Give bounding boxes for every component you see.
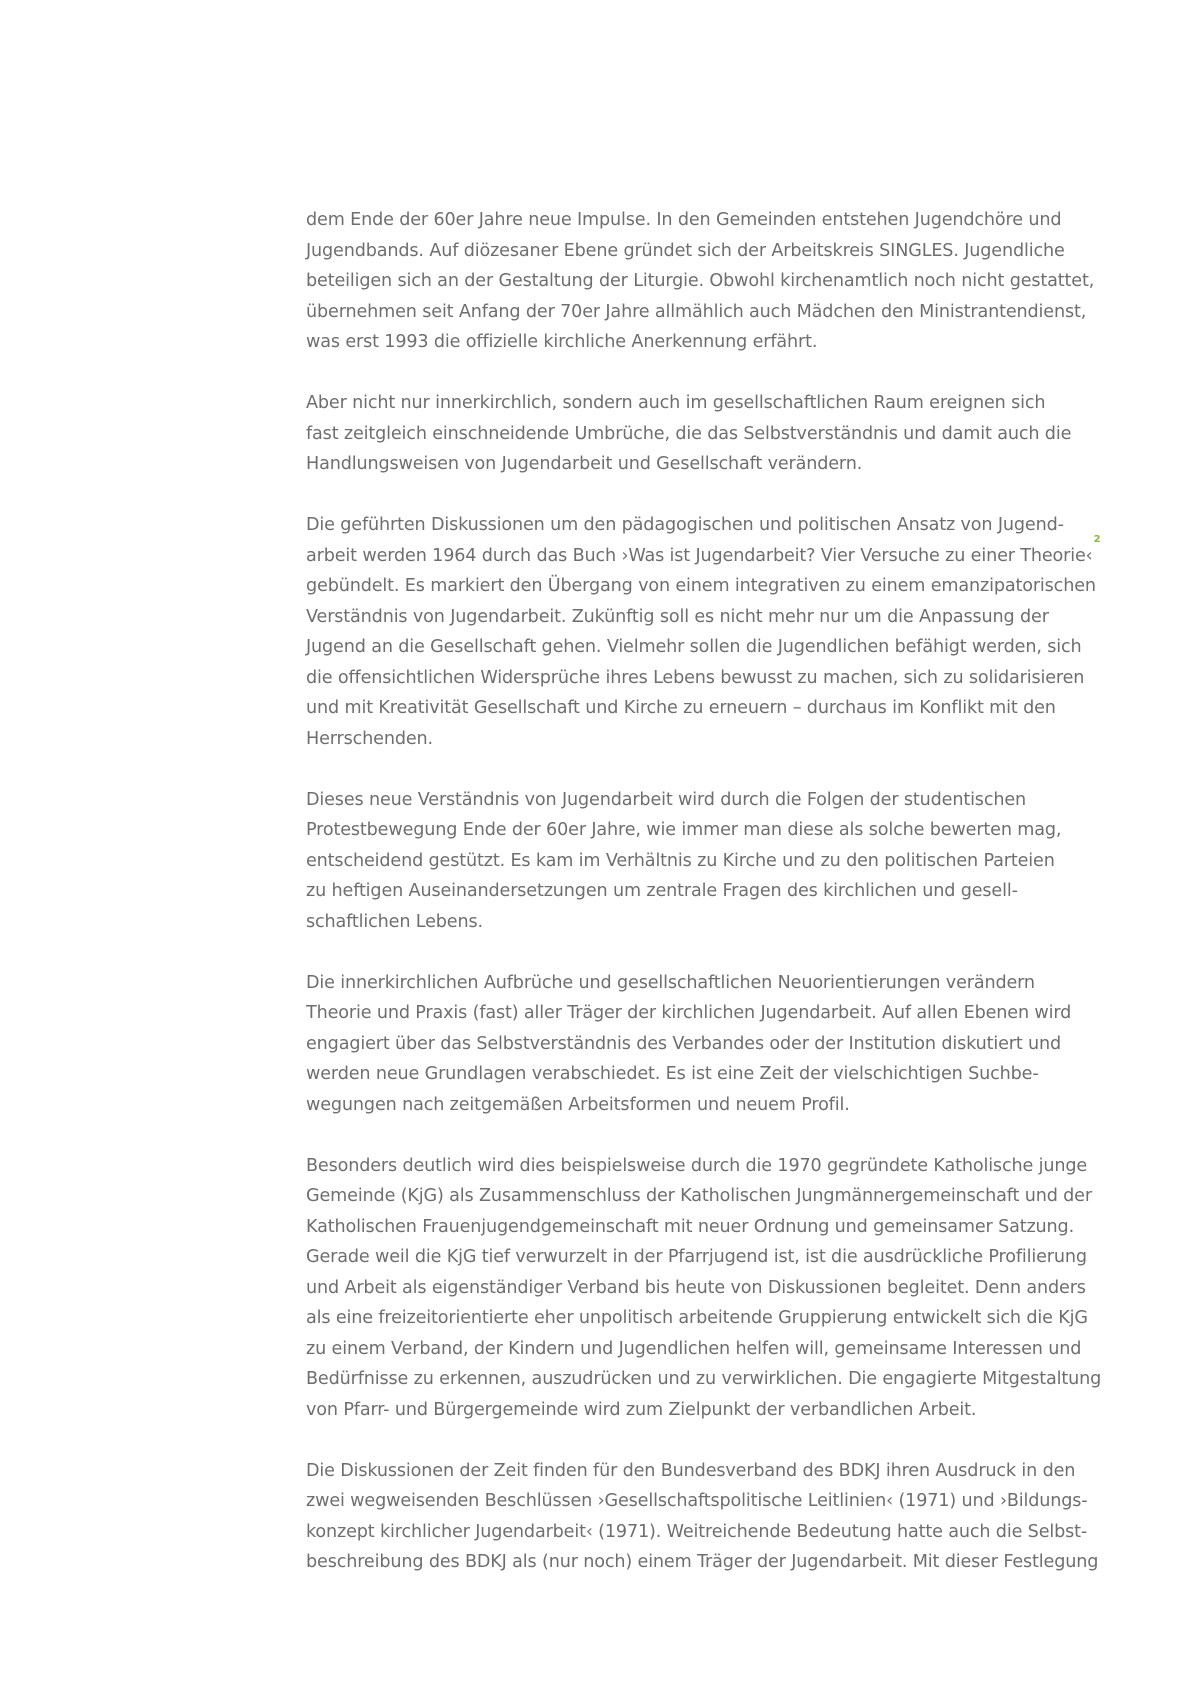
line-text: beschreibung des BDKJ als (nur noch) einem Träger der Jugendarbeit. Mit dieser Festlegung [306, 1552, 1099, 1572]
line-text: Handlungsweisen von Jugendarbeit und Gesellschaft verändern. [306, 454, 863, 474]
text-line [306, 1029, 1126, 1060]
line-text: zu einem Verband, der Kindern und Jugendlichen helfen will, gemeinsame Interessen und [306, 1338, 1082, 1359]
body-paragraph [306, 205, 1126, 358]
line-text: Besonders deutlich wird dies beispielsweise durch die 1970 gegründete Katholische junge [306, 1155, 1088, 1176]
text-line [306, 1486, 1126, 1517]
text-line [306, 724, 1126, 755]
line-text: arbeit werden 1964 durch das Buch ›Was ist Jugendarbeit? Vier Versuche zu einer Theorie‹ [306, 545, 1093, 566]
text-line [306, 236, 1126, 267]
line-text: als eine freizeitorientierte eher unpolitisch arbeitende Gruppierung entwickelt sich die KjG [306, 1308, 1088, 1328]
text-line [306, 846, 1126, 877]
text-line [306, 785, 1126, 816]
line-text: beteiligen sich an der Gestaltung der Liturgie. Obwohl kirchenamtlich noch nicht gestattet, [306, 271, 1095, 291]
line-text: Katholischen Frauenjugendgemeinschaft mit neuer Ordnung und gemeinsamer Satzung. [306, 1216, 1075, 1237]
line-text: Jugend an die Gesellschaft gehen. Vielmehr sollen die Jugendlichen befähigt werden, sich [306, 637, 1082, 657]
line-text: Aber nicht nur innerkirchlich, sondern auch im gesellschaftlichen Raum ereignen sich [306, 393, 1046, 413]
line-text: Die innerkirchlichen Aufbrüche und gesellschaftlichen Neuorientierungen verändern [306, 972, 1035, 993]
line-text: und Arbeit als eigenständiger Verband bis heute von Diskussionen begleitet. Denn anders [306, 1277, 1086, 1298]
text-line [306, 571, 1126, 602]
text-line [306, 205, 1126, 236]
line-text: Herrschenden. [306, 728, 433, 749]
text-line [306, 907, 1126, 938]
line-text: und mit Kreativität Gesellschaft und Kirche zu erneuern – durchaus im Konflikt mit den [306, 698, 1056, 718]
text-line [306, 297, 1126, 328]
text-line [306, 510, 1126, 541]
line-text: Gemeinde (KjG) als Zusammenschluss der Katholischen Jungmännergemeinschaft und der [306, 1186, 1092, 1206]
text-line [306, 1242, 1126, 1273]
text-line [306, 876, 1126, 907]
text-line [306, 663, 1126, 694]
line-text: die offensichtlichen Widersprüche ihres Lebens bewusst zu machen, sich zu solidarisieren [306, 667, 1085, 688]
text-line [306, 1181, 1126, 1212]
line-text: Verständnis von Jugendarbeit. Zukünftig soll es nicht mehr nur um die Anpassung der [306, 606, 1049, 627]
line-text: Jugendbands. Auf diözesaner Ebene gründet sich der Arbeitskreis SINGLES. Jugendliche [306, 240, 1065, 261]
line-text: Die geführten Diskussionen um den pädagogischen und politischen Ansatz von Jugend- [306, 515, 1064, 535]
line-text: Die Diskussionen der Zeit finden für den Bundesverband des BDKJ ihren Ausdruck in den [306, 1460, 1076, 1481]
text-line [306, 266, 1126, 297]
text-line [306, 1059, 1126, 1090]
line-text: konzept kirchlicher Jugendarbeit‹ (1971). Weitreichende Bedeutung hatte auch die Selbst- [306, 1521, 1088, 1542]
line-text: gebündelt. Es markiert den Übergang von einem integrativen zu einem emanzipatorischen [306, 576, 1096, 596]
line-text: fast zeitgleich einschneidende Umbrüche, die das Selbstverständnis und damit auch die [306, 423, 1072, 444]
text-line [306, 693, 1126, 724]
text-line [306, 1151, 1126, 1182]
text-line [306, 815, 1126, 846]
text-line [306, 1395, 1126, 1426]
body-paragraph [306, 968, 1126, 1121]
text-line [306, 449, 1126, 480]
line-text: übernehmen seit Anfang der 70er Jahre allmählich auch Mädchen den Ministrantendienst, [306, 301, 1087, 322]
body-text-column [306, 205, 1126, 1608]
line-text: Theorie und Praxis (fast) aller Träger der kirchlichen Jugendarbeit. Auf allen Ebenen wird [306, 1003, 1072, 1023]
text-line [306, 1456, 1126, 1487]
line-text: Bedürfnisse zu erkennen, auszudrücken und zu verwirklichen. Die engagierte Mitgestaltung [306, 1369, 1102, 1389]
text-line [306, 419, 1126, 450]
line-text: entscheidend gestützt. Es kam im Verhältnis zu Kirche und zu den politischen Parteien [306, 850, 1055, 871]
text-line [306, 1212, 1126, 1243]
line-text: dem Ende der 60er Jahre neue Impulse. In den Gemeinden entstehen Jugendchöre und [306, 210, 1062, 230]
text-line [306, 1364, 1126, 1395]
line-text: Protestbewegung Ende der 60er Jahre, wie immer man diese als solche bewerten mag, [306, 820, 1062, 840]
body-paragraph [306, 785, 1126, 938]
body-paragraph [306, 1456, 1126, 1578]
text-line [306, 1547, 1126, 1578]
line-text: Dieses neue Verständnis von Jugendarbeit wird durch die Folgen der studentischen [306, 789, 1027, 810]
line-text: engagiert über das Selbstverständnis des Verbandes oder der Institution diskutiert und [306, 1033, 1062, 1054]
line-text: zwei wegweisenden Beschlüssen ›Gesellschaftspolitische Leitlinien‹ (1971) und ›Bildungs- [306, 1491, 1088, 1511]
text-line [306, 327, 1126, 358]
line-text: was erst 1993 die offizielle kirchliche Anerkennung erfährt. [306, 332, 818, 352]
text-line [306, 602, 1126, 633]
text-line [306, 998, 1126, 1029]
body-paragraph [306, 510, 1126, 754]
text-line [306, 1303, 1126, 1334]
text-line [306, 1517, 1126, 1548]
text-line [306, 388, 1126, 419]
line-text: wegungen nach zeitgemäßen Arbeitsformen und neuem Profil. [306, 1094, 850, 1115]
line-text: von Pfarr- und Bürgergemeinde wird zum Zielpunkt der verbandlichen Arbeit. [306, 1399, 977, 1420]
line-text: schaftlichen Lebens. [306, 911, 483, 932]
text-line [306, 632, 1126, 663]
text-line [306, 1090, 1126, 1121]
line-text: Gerade weil die KjG tief verwurzelt in der Pfarrjugend ist, ist die ausdrückliche Profilierung [306, 1247, 1087, 1267]
body-paragraph [306, 1151, 1126, 1426]
text-line [306, 533, 1126, 572]
body-paragraph [306, 388, 1126, 480]
text-line [306, 1273, 1126, 1304]
text-line [306, 968, 1126, 999]
footnote-reference[interactable]: 2 [1093, 533, 1101, 545]
line-text: werden neue Grundlagen verabschiedet. Es ist eine Zeit der vielschichtigen Suchbe- [306, 1064, 1039, 1084]
text-line [306, 1334, 1126, 1365]
line-text: zu heftigen Auseinandersetzungen um zentrale Fragen des kirchlichen und gesell- [306, 881, 1018, 901]
